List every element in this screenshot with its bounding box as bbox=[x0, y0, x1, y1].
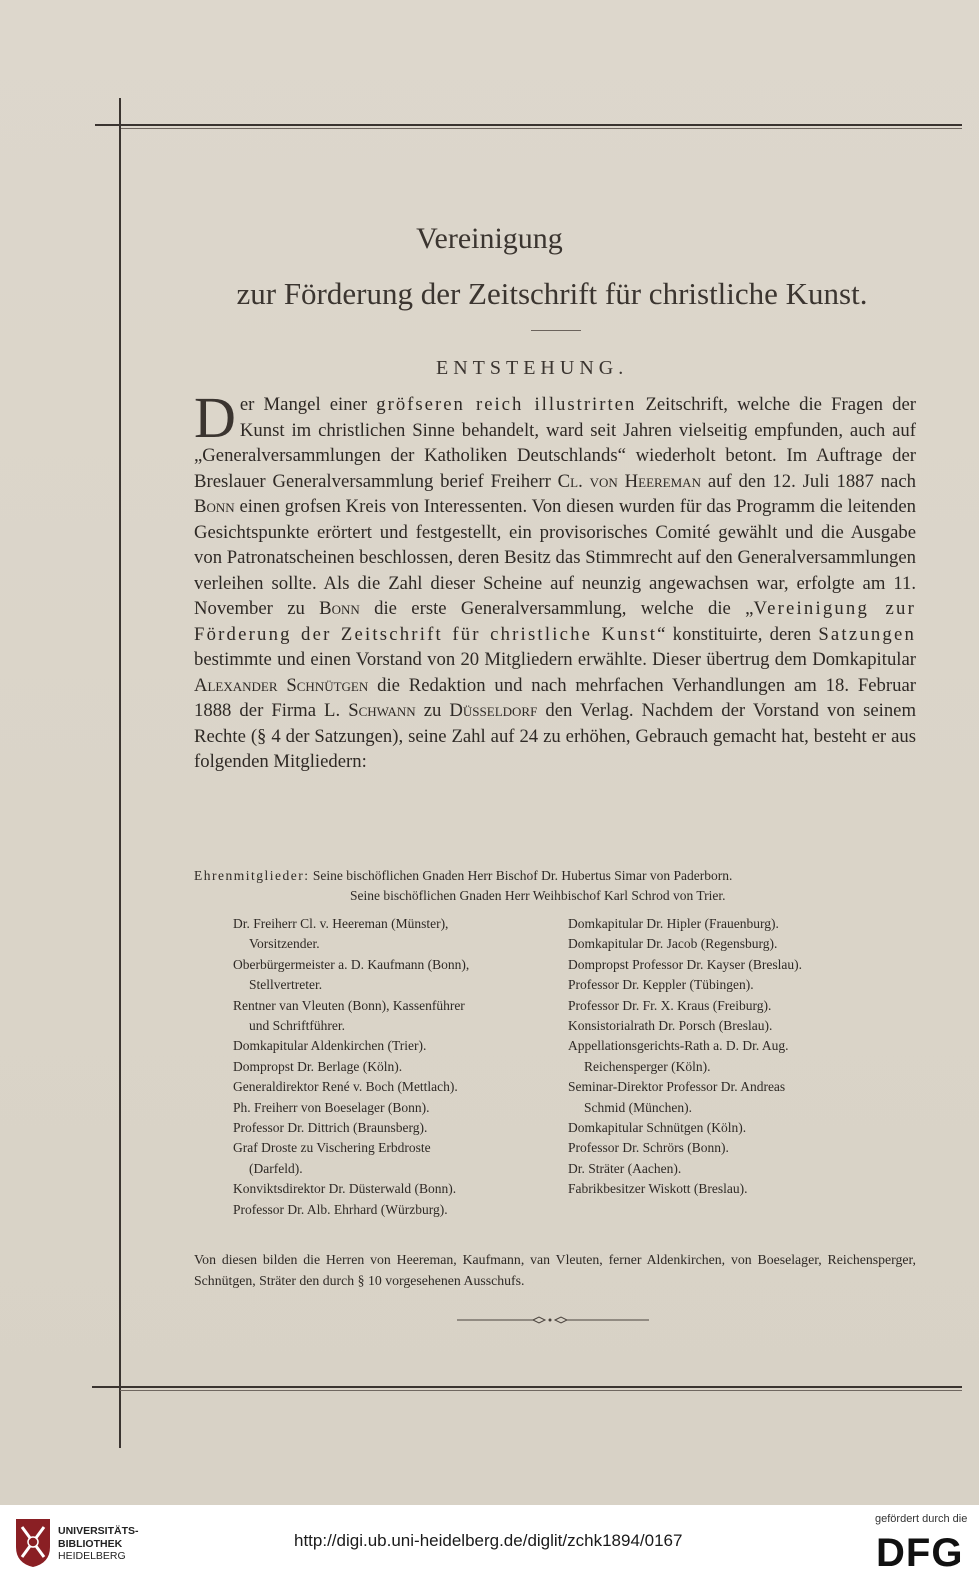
institution-line: BIBLIOTHEK bbox=[58, 1537, 123, 1550]
members-right-column bbox=[568, 914, 908, 1200]
list-item: Konsistorialrath Dr. Porsch (Breslau). bbox=[568, 1018, 773, 1034]
name-schwann: Schwann bbox=[348, 700, 416, 721]
top-rule-thin bbox=[120, 128, 962, 129]
list-item: Generaldirektor René v. Boch (Mettlach). bbox=[233, 1079, 458, 1095]
list-item: Dr. Freiherr Cl. v. Heereman (Münster), bbox=[233, 916, 449, 931]
list-item: Professor Dr. Schrörs (Bonn). bbox=[568, 1140, 729, 1156]
ornament-divider-icon bbox=[457, 1314, 649, 1326]
body-text-spaced: gröfseren reich illustrirten bbox=[376, 394, 637, 415]
list-item: Appellationsgerichts-Rath a. D. Dr. Aug. bbox=[568, 1038, 789, 1054]
place-bonn: Bonn bbox=[319, 598, 360, 619]
body-text-spaced: Satzungen bbox=[818, 623, 916, 645]
place-duesseldorf: Düsseldorf bbox=[449, 700, 538, 721]
institution-line: UNIVERSITÄTS- bbox=[58, 1525, 139, 1537]
list-item: Professor Dr. Keppler (Tübingen). bbox=[568, 977, 754, 993]
list-item: Professor Dr. Alb. Ehrhard (Würzburg). bbox=[233, 1201, 448, 1217]
title-line-1: Vereinigung bbox=[416, 222, 563, 255]
honorary-member: Seine bischöflichen Gnaden Herr Bischof Dr. Hubertus Simar von Paderborn. bbox=[312, 868, 733, 883]
body-text-part: auf den 12. Juli 1887 nach bbox=[700, 470, 916, 492]
list-item: Konviktsdirektor Dr. Düsterwald (Bonn). bbox=[233, 1181, 457, 1197]
list-item: Vorsitzender. bbox=[249, 936, 320, 952]
university-seal-icon bbox=[14, 1517, 52, 1569]
institution-line: HEIDELBERG bbox=[58, 1550, 126, 1562]
list-item: Schmid (München). bbox=[584, 1099, 692, 1115]
list-item: Dompropst Dr. Berlage (Köln). bbox=[233, 1058, 403, 1074]
list-item: Domkapitular Dr. Hipler (Frauenburg). bbox=[568, 916, 779, 931]
list-item: Professor Dr. Fr. X. Kraus (Freiburg). bbox=[568, 997, 772, 1013]
section-heading: ENTSTEHUNG. bbox=[436, 357, 629, 379]
list-item: Dr. Sträter (Aachen). bbox=[568, 1160, 682, 1176]
name-heereman: Cl. von Heereman bbox=[557, 470, 701, 492]
top-rule bbox=[95, 124, 962, 126]
permalink[interactable]: http://digi.ub.uni-heidelberg.de/diglit/zchk1894/0167 bbox=[294, 1531, 683, 1550]
honorary-label: Ehrenmitglieder: bbox=[194, 868, 310, 883]
institution-name bbox=[58, 1525, 139, 1563]
body-text-part: den Verlag. Nachdem der Vorstand von seinem Rechte (§ 4 der Satzungen), seine Zahl auf 24 zu erhöhen, Gebrauch gemacht hat, besteht er aus folgenden Mitgliedern: bbox=[194, 700, 917, 772]
list-item: Graf Droste zu Vischering Erbdroste bbox=[233, 1140, 431, 1156]
body-text-part: zu bbox=[415, 700, 450, 721]
dfg-logo: DFG bbox=[876, 1531, 964, 1575]
list-item: Rentner van Vleuten (Bonn), Kassenführer bbox=[233, 997, 465, 1013]
list-item: Seminar-Direktor Professor Dr. Andreas bbox=[568, 1079, 786, 1095]
bottom-rule-thin bbox=[120, 1390, 962, 1391]
title-divider bbox=[531, 330, 581, 331]
list-item: Ph. Freiherr von Boeselager (Bonn). bbox=[233, 1099, 430, 1115]
list-item: Professor Dr. Dittrich (Braunsberg). bbox=[233, 1120, 428, 1136]
body-text-part: Zeitschrift, welche die Fragen der Kunst im christlichen Sinne behandelt, ward seit Jahren vielseitig empfunden, auch auf „Generalversammlungen der Katholiken Deutschlands“ wiederholt betont. Im Auftrage der Breslauer Generalversammlung berief Freiherr bbox=[194, 394, 917, 492]
body-text-part: er Mangel einer bbox=[239, 394, 377, 415]
funding-note: gefördert durch die bbox=[875, 1513, 968, 1525]
members-left-column bbox=[233, 914, 553, 1220]
committee-paragraph: Von diesen bilden die Herren von Heereman, Kaufmann, van Vleuten, ferner Aldenkirchen, von Boeselager, Reichensperger, Schnütgen, Sträter den durch § 10 vorgesehenen Ausschufs. bbox=[194, 1252, 916, 1288]
honorary-member: Seine bischöflichen Gnaden Herr Weihbischof Karl Schrod von Trier. bbox=[350, 888, 726, 903]
list-item: (Darfeld). bbox=[249, 1160, 303, 1176]
list-item: und Schriftführer. bbox=[249, 1018, 345, 1034]
list-item: Domkapitular Schnütgen (Köln). bbox=[568, 1120, 747, 1136]
body-text-part: einen grofsen Kreis von Interessenten. Von diesen wurden für das Programm die leitenden Gesichtspunkte erörtert und festgestellt, ein provisorisches Comité gewählt und die Ausgabe von Patronatscheinen beschlossen, deren Besitz das Stimmrecht auf den Generalversammlungen verleihen sollte. Als die Zahl dieser Scheine auf neunzig angewachsen war, erfolgte am 11. November zu bbox=[194, 496, 916, 619]
digitization-footer bbox=[0, 1505, 979, 1596]
list-item: Dompropst Professor Dr. Kayser (Breslau). bbox=[568, 956, 802, 972]
body-text-part: die Redaktion und nach mehrfachen Verhandlungen am 18. Februar 1888 der Firma L. bbox=[194, 674, 916, 721]
list-item: Reichensperger (Köln). bbox=[584, 1058, 711, 1074]
list-item: Oberbürgermeister a. D. Kaufmann (Bonn), bbox=[233, 956, 470, 972]
body-text-part: bestimmte und einen Vorstand von 20 Mitgliedern erwählte. Dieser übertrug dem Domkapitular bbox=[194, 649, 916, 670]
place-bonn: Bonn bbox=[194, 496, 235, 517]
list-item: Fabrikbesitzer Wiskott (Breslau). bbox=[568, 1181, 748, 1197]
bottom-rule bbox=[92, 1386, 962, 1388]
body-text-part: die erste Generalversammlung, welche die „ bbox=[359, 598, 754, 619]
list-item: Stellvertreter. bbox=[249, 977, 323, 993]
name-schnuetgen: Alexander Schnütgen bbox=[194, 674, 369, 696]
body-text-part: “ konstituirte, deren bbox=[657, 623, 819, 645]
body-text bbox=[194, 385, 917, 775]
list-item: Domkapitular Aldenkirchen (Trier). bbox=[233, 1038, 427, 1054]
association-name: Vereinigung zur Förderung der Zeitschrift für christliche Kunst bbox=[194, 598, 916, 645]
title-line-2: zur Förderung der Zeitschrift für christliche Kunst. bbox=[236, 276, 868, 311]
list-item: Domkapitular Dr. Jacob (Regensburg). bbox=[568, 936, 778, 952]
drop-cap: D bbox=[194, 385, 236, 450]
honorary-members bbox=[194, 866, 916, 906]
